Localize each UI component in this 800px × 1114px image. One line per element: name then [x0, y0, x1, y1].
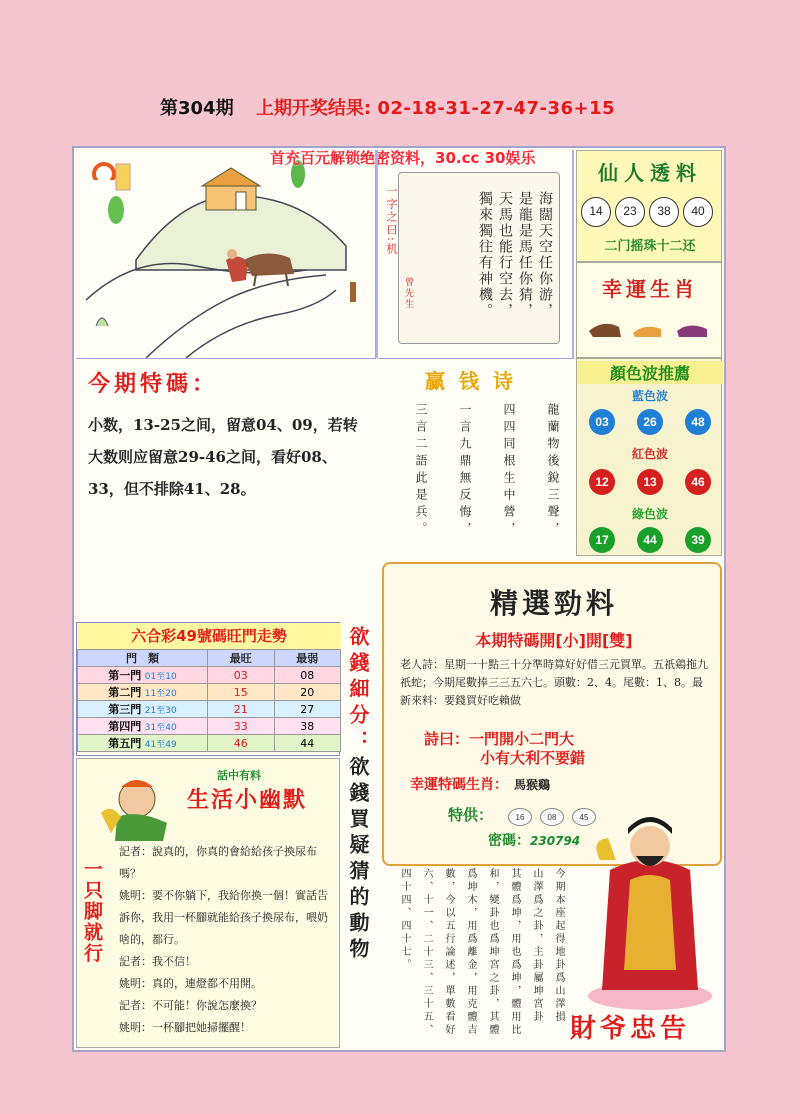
trend-table-box [76, 622, 340, 756]
cold-cell: 38 [274, 718, 341, 735]
cold-cell: 20 [274, 684, 341, 701]
poem-line: 小有大利不要錯 [480, 749, 586, 767]
xianren-box [576, 150, 722, 262]
caiye-title: 財爷忠告 [570, 1014, 691, 1044]
blue-ball: 48 [685, 409, 711, 435]
result-label: 上期开奖结果: [255, 98, 372, 119]
bottom-column: 四十四、四十七。 [399, 868, 410, 972]
humor-line: 姚明：真的，連燈都不用開。 [119, 977, 262, 990]
humor-box [76, 758, 340, 1048]
poem-column: 獨來獨往有神機。 [477, 191, 493, 319]
table-row [78, 735, 341, 752]
horse-icon [244, 253, 294, 276]
win-poem-box [378, 358, 574, 554]
humor-line: 記者：說真的，你真的會給給孩子換尿布嗎？ [119, 845, 317, 880]
bottom-vertical-text-box [378, 868, 568, 1046]
tree-icon [108, 196, 124, 224]
door-cell: 第五門 41至49 [78, 735, 208, 752]
humor-title: 生活小幽默 [187, 788, 308, 813]
humor-line: 記者：我不信！ [119, 955, 196, 968]
humor-body [119, 841, 335, 1039]
hot-cell: 21 [208, 701, 275, 718]
red-wave-label: 紅色波 [631, 447, 668, 461]
hot-cell: 46 [208, 735, 275, 752]
wave-title: 顏色波推薦 [577, 361, 723, 384]
lucky-title: 幸運生肖 [602, 277, 698, 301]
red-ball: 46 [685, 469, 711, 495]
issue-header [160, 94, 720, 124]
table-row [78, 718, 341, 735]
table-row [78, 684, 341, 701]
trend-table [77, 649, 341, 752]
green-ball: 44 [637, 527, 663, 553]
landscape-illustration [76, 150, 376, 358]
scroll-author: 曾先生 [403, 277, 413, 310]
red-ball: 13 [637, 469, 663, 495]
green-ball: 39 [685, 527, 711, 553]
zodiac-value: 馬猴鷄 [514, 778, 551, 792]
hill-house-horse-drawing [76, 150, 376, 358]
poem-column: 天馬也能行空去， [497, 191, 513, 319]
cold-cell: 44 [274, 735, 341, 752]
code-line [488, 830, 580, 850]
cold-cell: 27 [274, 701, 341, 718]
zodiac-line [410, 774, 710, 794]
green-wave-label: 綠色波 [631, 507, 668, 521]
hot-cell: 33 [208, 718, 275, 735]
color-wave-box [576, 358, 722, 556]
zodiac-label: 幸運特碼生肖： [410, 777, 508, 793]
side-red-text: 欲錢細分： [346, 626, 370, 756]
gong-label: 特供： [448, 806, 494, 824]
column-header: 最弱 [274, 650, 341, 667]
selected-title: 精選勁料 [489, 587, 618, 620]
scroll-poem-box [376, 150, 574, 358]
door-cell: 第二門 11至20 [78, 684, 208, 701]
result-value: 02-18-31-27-47-36+15 [377, 98, 616, 119]
number-ball: 23 [615, 197, 645, 227]
door-cell: 第一門 01至10 [78, 667, 208, 684]
selected-subtitle: 本期特碼開[小]開[雙] [475, 631, 633, 650]
column-header: 門 類 [78, 650, 208, 667]
lucky-zodiac-box [576, 262, 722, 358]
humor-line: 姚明：要不你躺下，我給你換一個！實話告訴你，我用一杯腳就能給孩子換尿布，喂奶啥的，都行。 [119, 889, 328, 946]
promo-banner: 首充百元解锁绝密资料，30.cc 30娱乐 [270, 149, 536, 167]
blue-wave-label: 藍色波 [631, 389, 668, 403]
selected-body: 老人詩：星期一十點三十分準時算好好借三元買單。五祇鶏拖九祇蛇；今期尾數捧三三五六七。頭數：2、4。尾數：1、8。最新來料：要錢買好吃賴做 [400, 658, 708, 707]
hot-cell: 15 [208, 684, 275, 701]
old-man-cartoon-icon [97, 773, 187, 843]
scroll-paper [385, 172, 560, 344]
door-cell: 第三門 21至30 [78, 701, 208, 718]
special-title: 今期特碼： [88, 372, 219, 397]
scroll-heading: 一字之曰:机 [385, 185, 398, 256]
side-black-text: 欲錢買疑猜的動物 [346, 756, 370, 964]
column-header: 最旺 [208, 650, 275, 667]
poem-line: 詩曰：一門開小二門大 [424, 730, 575, 748]
god-of-wealth-figure [580, 800, 720, 1010]
gong-ball: 16 [508, 808, 532, 826]
number-ball: 40 [683, 197, 713, 227]
bottom-column: 和，變卦也爲坤宮之卦，其體 [487, 868, 498, 1037]
humor-tag: 話中有料 [217, 769, 261, 782]
blue-ball: 03 [589, 409, 615, 435]
code-value: 230794 [530, 834, 581, 848]
hot-cell: 03 [208, 667, 275, 684]
gong-ball: 45 [572, 808, 596, 826]
special-code-box [76, 358, 376, 548]
humor-line: 姚明：一杯腳把她掃擺醒！ [119, 1021, 251, 1034]
selected-poem [424, 730, 724, 768]
xianren-title: 仙人透料 [598, 161, 702, 185]
door-cell: 第四門 31至40 [78, 718, 208, 735]
table-row [78, 701, 341, 718]
table-row [78, 667, 341, 684]
poem-column: 是龍是馬任你猜， [517, 191, 533, 319]
cold-cell: 08 [274, 667, 341, 684]
red-ball: 12 [589, 469, 615, 495]
issue-number: 第304期 [160, 98, 234, 119]
xianren-subtitle: 二门摇珠十二还 [604, 239, 696, 254]
humor-side-text: 一只脚就行 [81, 859, 103, 964]
win-poem-column: 一言九鼎無反悔， [458, 403, 472, 539]
win-poem-column: 三言二語此是兵。 [414, 403, 428, 539]
bottom-column: 其體爲坤，用也爲坤，體用比 [509, 868, 520, 1037]
special-body: 小数，13-25之间，留意04、09，若转大数则应留意29-46之间，看好08、33，但不排除41、28。 [88, 416, 358, 498]
green-ball: 17 [589, 527, 615, 553]
blue-ball: 26 [637, 409, 663, 435]
win-poem-title: 贏钱诗 [425, 369, 527, 393]
humor-line: 記者：不可能！你說怎麼換？ [119, 999, 262, 1012]
logo-tag-icon [116, 164, 130, 190]
win-poem-column: 龍蘭物後銳三聲， [546, 403, 560, 539]
code-label: 密碼： [488, 833, 530, 849]
side-vertical-text [344, 626, 372, 964]
win-poem-column: 四四同根生中營， [502, 403, 516, 539]
number-ball: 14 [581, 197, 611, 227]
bottom-column: 六、十一、二十三、三十五、 [421, 868, 432, 1037]
bottom-column: 山澤爲之卦，主卦屬坤宮卦 [531, 868, 542, 1024]
trend-title: 六合彩49號碼旺門走勢 [77, 623, 341, 649]
poem-column: 海闊天空任你游， [537, 191, 553, 319]
side-vertical-column [342, 622, 374, 1046]
bottom-column: 爲坤木，用爲離金，用克體吉 [465, 868, 476, 1037]
zodiac-animals-icon [585, 313, 715, 343]
table-header-row [78, 650, 341, 667]
bottom-column: 今期本座起得地卦爲山澤損 [553, 868, 564, 1024]
gong-ball: 08 [540, 808, 564, 826]
number-ball: 38 [649, 197, 679, 227]
bottom-column: 數，今以五行論述，單數看好 [443, 868, 454, 1037]
